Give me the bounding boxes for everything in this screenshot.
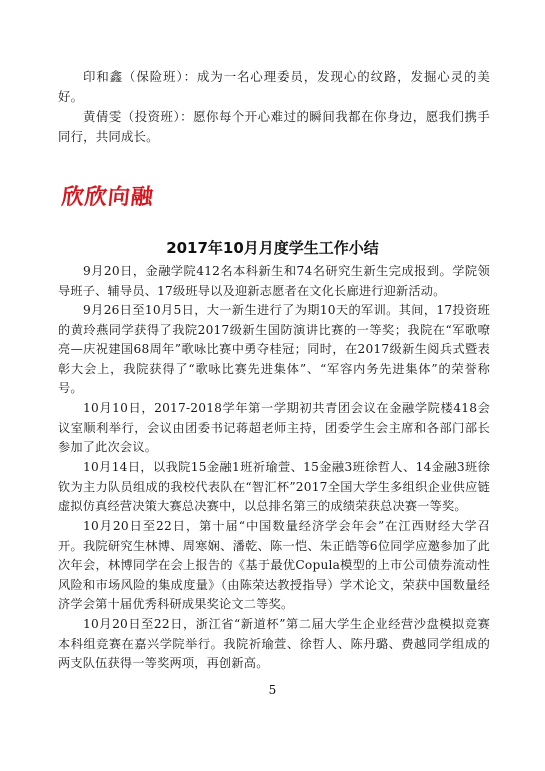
intro-paragraph-1: 印和鑫（保险班）：成为一名心理委员，发现心的纹路，发掘心灵的美好。 <box>58 69 490 104</box>
section-heading: 欣欣向融 <box>60 185 156 210</box>
intro-paragraph-2: 黄倩雯（投资班）：愿你每个开心难过的瞬间我都在你身边，愿我们携手同行，共同成长。 <box>58 109 490 144</box>
article-paragraph: 10月20日至22日，浙江省“新道杯”第二届大学生企业经营沙盘模拟竞赛本科组竞赛在嘉兴学院举行。我院祈瑜萱、徐哲人、陈丹璐、费越同学组成的两支队伍获得一等奖两项，再创新高。 <box>58 617 490 671</box>
article-paragraph: 10月20日至22日，第十届“中国数量经济学会年会”在江西财经大学召开。我院研究生林博、周寒娴、潘乾、陈一恺、朱正皓等6位同学应邀参加了此次年会，林博同学在会上报告的《基于最优Copula模型的上市公司债券流动性风险和市场风险的集成度量》（由陈荣达教授指导）学术论文，荣获中国数量经济学会第十届优秀科研成果奖论文二等奖。 <box>58 519 490 612</box>
page-number: 5 <box>268 683 277 697</box>
article-paragraph: 9月20日，金融学院412名本科新生和74名研究生新生完成报到。学院领导班子、辅导员、17级班导以及迎新志愿者在文化长廊进行迎新活动。 <box>58 264 490 298</box>
article-paragraph: 10月10日，2017-2018学年第一学期初共青团会议在金融学院楼418会议室顺利举行，会议由团委书记蒋超老师主持，团委学生会主席和各部门部长参加了此次会议。 <box>58 401 490 455</box>
article-title: 2017年10月月度学生工作小结 <box>166 239 379 257</box>
article-paragraph: 9月26日至10月5日，大一新生进行了为期10天的军训。其间，17投资班的黄玲燕同学获得了我院2017级新生国防演讲比赛的一等奖；我院在“军歌嘹亮—庆祝建国68周年”歌咏比赛中勇夺桂冠；同时，在2017级新生阅兵式暨表彰大会上，我院获得了“歌咏比赛先进集体”、“军容内务先进集体”的荣誉称号。 <box>58 303 490 396</box>
article-paragraph: 10月14日，以我院15金融1班祈瑜萱、15金融3班徐哲人、14金融3班徐钦为主力队员组成的我校代表队在“智汇杯”2017全国大学生多组织企业供应链虚拟仿真经营决策大赛总决赛中，以总排名第三的成绩荣获总决赛一等奖。 <box>58 460 490 514</box>
